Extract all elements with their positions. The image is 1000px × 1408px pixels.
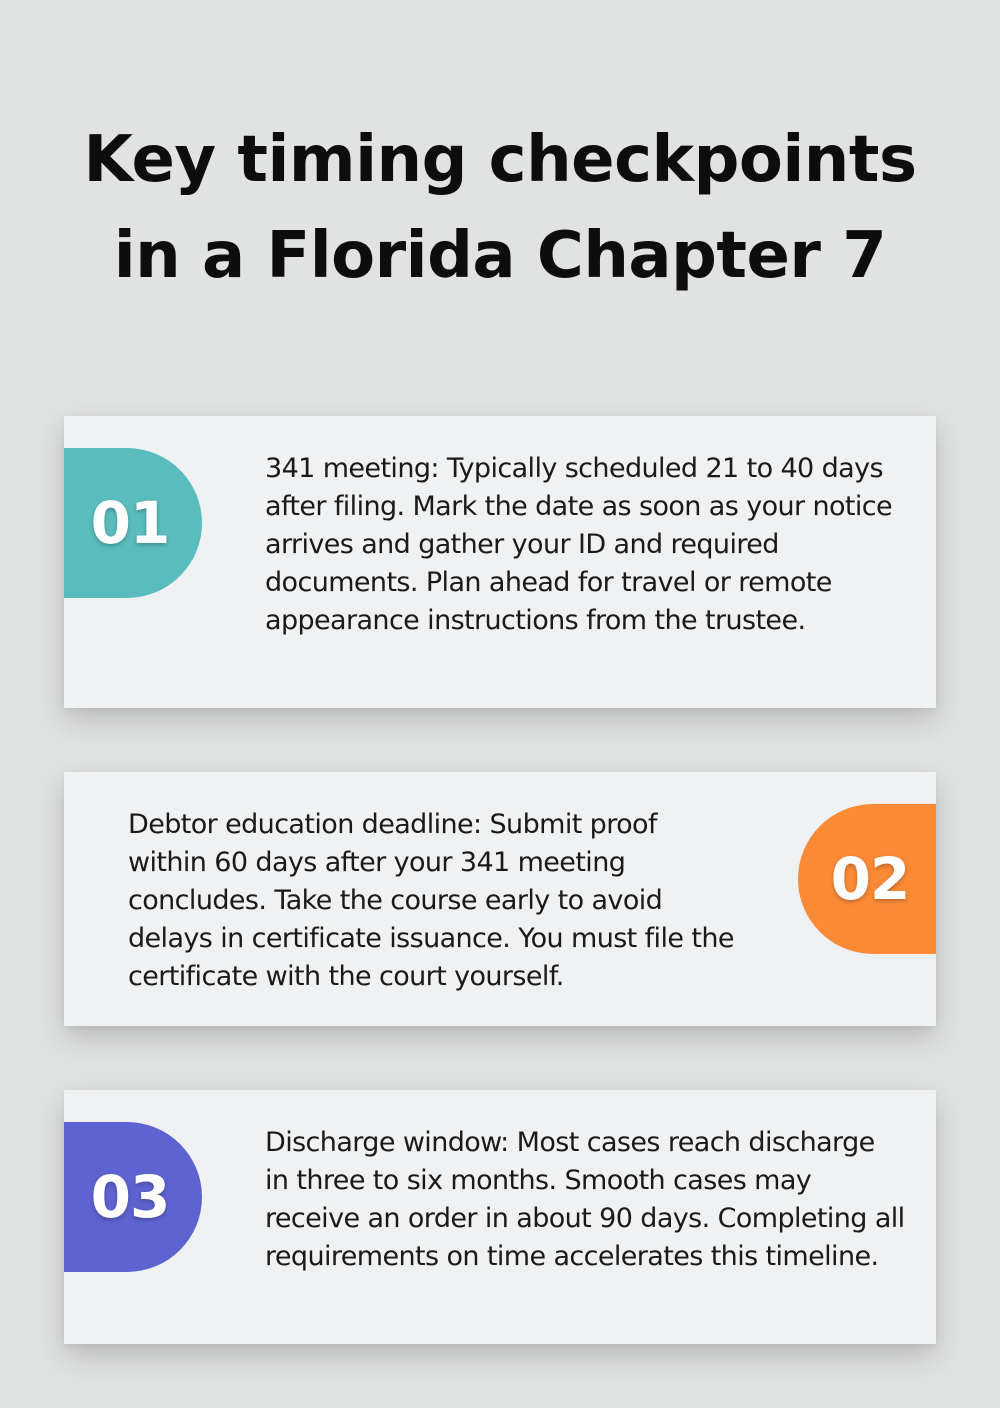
checkpoint-card-2 <box>64 772 936 1026</box>
checkpoint-text-3: Discharge window: Most cases reach discharge in three to six months. Smooth cases may receive an order in about 90 days. Completing all requirements on time accelerates this timeline. <box>265 1127 905 1272</box>
page-title <box>40 112 960 304</box>
checkpoint-text-2: Debtor education deadline: Submit proof within 60 days after your 341 meeting concludes. Take the course early to avoid delays in certificate issuance. You must file the certificate with the court yourself. <box>128 809 734 992</box>
title-line-1: Key timing checkpoints <box>83 123 917 197</box>
step-number-badge-3: 03 <box>64 1122 202 1272</box>
step-number-badge-1: 01 <box>64 448 202 598</box>
checkpoint-card-3 <box>64 1090 936 1344</box>
step-number-badge-2: 02 <box>798 804 936 954</box>
title-line-2: in a Florida Chapter 7 <box>113 219 887 293</box>
checkpoint-text-1: 341 meeting: Typically scheduled 21 to 40 days after filing. Mark the date as soon as your notice arrives and gather your ID and required documents. Plan ahead for travel or remote appearance instructions from the trustee. <box>265 453 893 636</box>
checkpoint-card-1 <box>64 416 936 708</box>
